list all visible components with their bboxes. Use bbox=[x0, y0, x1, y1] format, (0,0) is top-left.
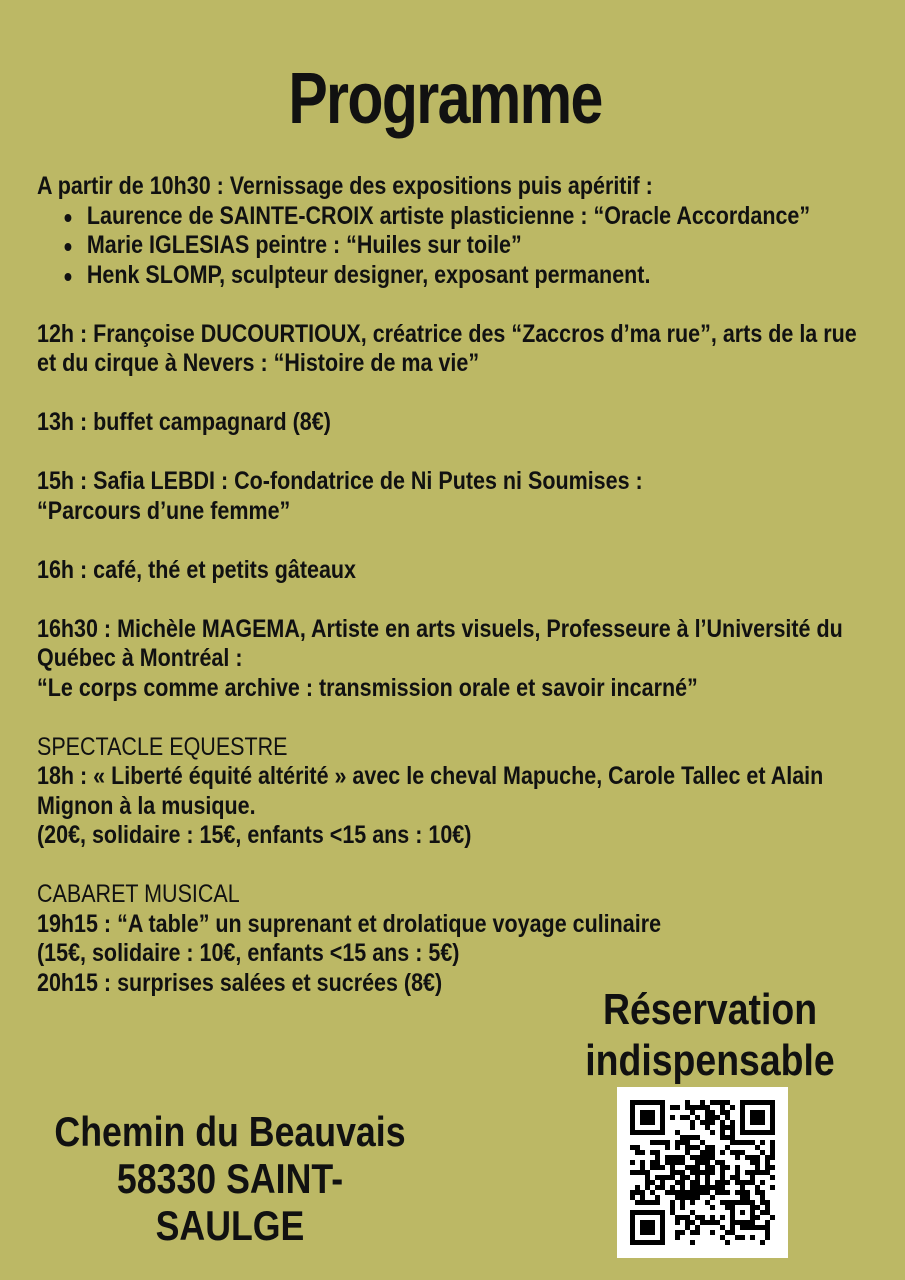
equestre-heading: SPECTACLE EQUESTRE bbox=[37, 732, 288, 761]
section-16h bbox=[37, 556, 897, 586]
text-12h: 12h : Françoise DUCOURTIOUX, créatrice des “Zaccros d’ma rue”, arts de la rue et du cirque à Nevers : “Histoire de ma vie” bbox=[37, 319, 857, 377]
list-item: Laurence de SAINTE-CROIX artiste plasticienne : “Oracle Accordance” bbox=[87, 202, 897, 232]
equestre-line1: 18h : « Liberté équité altérité » avec le cheval Mapuche, Carole Tallec et Alain Mignon à la musique. bbox=[37, 762, 824, 820]
cabaret-line1: 19h15 : “A table” un suprenant et drolatique voyage culinaire bbox=[37, 909, 662, 938]
address bbox=[52, 1108, 409, 1249]
section-cabaret bbox=[37, 880, 897, 998]
cabaret-heading: CABARET MUSICAL bbox=[37, 880, 240, 908]
exhibitor-list bbox=[37, 202, 897, 291]
cabaret-line2: (15€, solidaire : 10€, enfants <15 ans : 5€) bbox=[37, 939, 460, 967]
section-12h bbox=[37, 320, 897, 379]
page-title: Programme bbox=[288, 59, 602, 139]
vernissage-section bbox=[37, 172, 897, 290]
qr-code-icon[interactable] bbox=[617, 1087, 788, 1258]
list-item: Henk SLOMP, sculpteur designer, exposant permanent. bbox=[87, 261, 897, 291]
text-15h-line1: 15h : Safia LEBDI : Co-fondatrice de Ni Putes ni Soumises : bbox=[37, 467, 643, 495]
section-13h bbox=[37, 408, 897, 438]
text-15h-line2: “Parcours d’une femme” bbox=[37, 496, 291, 525]
program-text bbox=[37, 172, 897, 1028]
address-line1: Chemin du Beauvais bbox=[54, 1108, 406, 1155]
equestre-line2: (20€, solidaire : 15€, enfants <15 ans : 10€) bbox=[37, 821, 472, 849]
text-16h30-line1: 16h30 : Michèle MAGEMA, Artiste en arts visuels, Professeure à l’Université du Québec à Montréal : bbox=[37, 614, 843, 672]
reservation-line1: Réservation bbox=[602, 985, 818, 1034]
section-equestre bbox=[37, 733, 897, 851]
address-line2: 58330 SAINT-SAULGE bbox=[116, 1155, 344, 1249]
text-16h: 16h : café, thé et petits gâteaux bbox=[37, 555, 357, 584]
section-15h bbox=[37, 467, 897, 526]
cabaret-line3: 20h15 : surprises salées et sucrées (8€) bbox=[37, 968, 443, 997]
section-16h30 bbox=[37, 615, 897, 704]
vernissage-intro: A partir de 10h30 : Vernissage des expositions puis apéritif : bbox=[37, 172, 653, 200]
reservation-line2: indispensable bbox=[585, 1036, 835, 1085]
list-item: Marie IGLESIAS peintre : “Huiles sur toile” bbox=[87, 231, 897, 261]
text-16h30-line2: “Le corps comme archive : transmission orale et savoir incarné” bbox=[37, 673, 698, 702]
text-13h: 13h : buffet campagnard (8€) bbox=[37, 408, 331, 436]
